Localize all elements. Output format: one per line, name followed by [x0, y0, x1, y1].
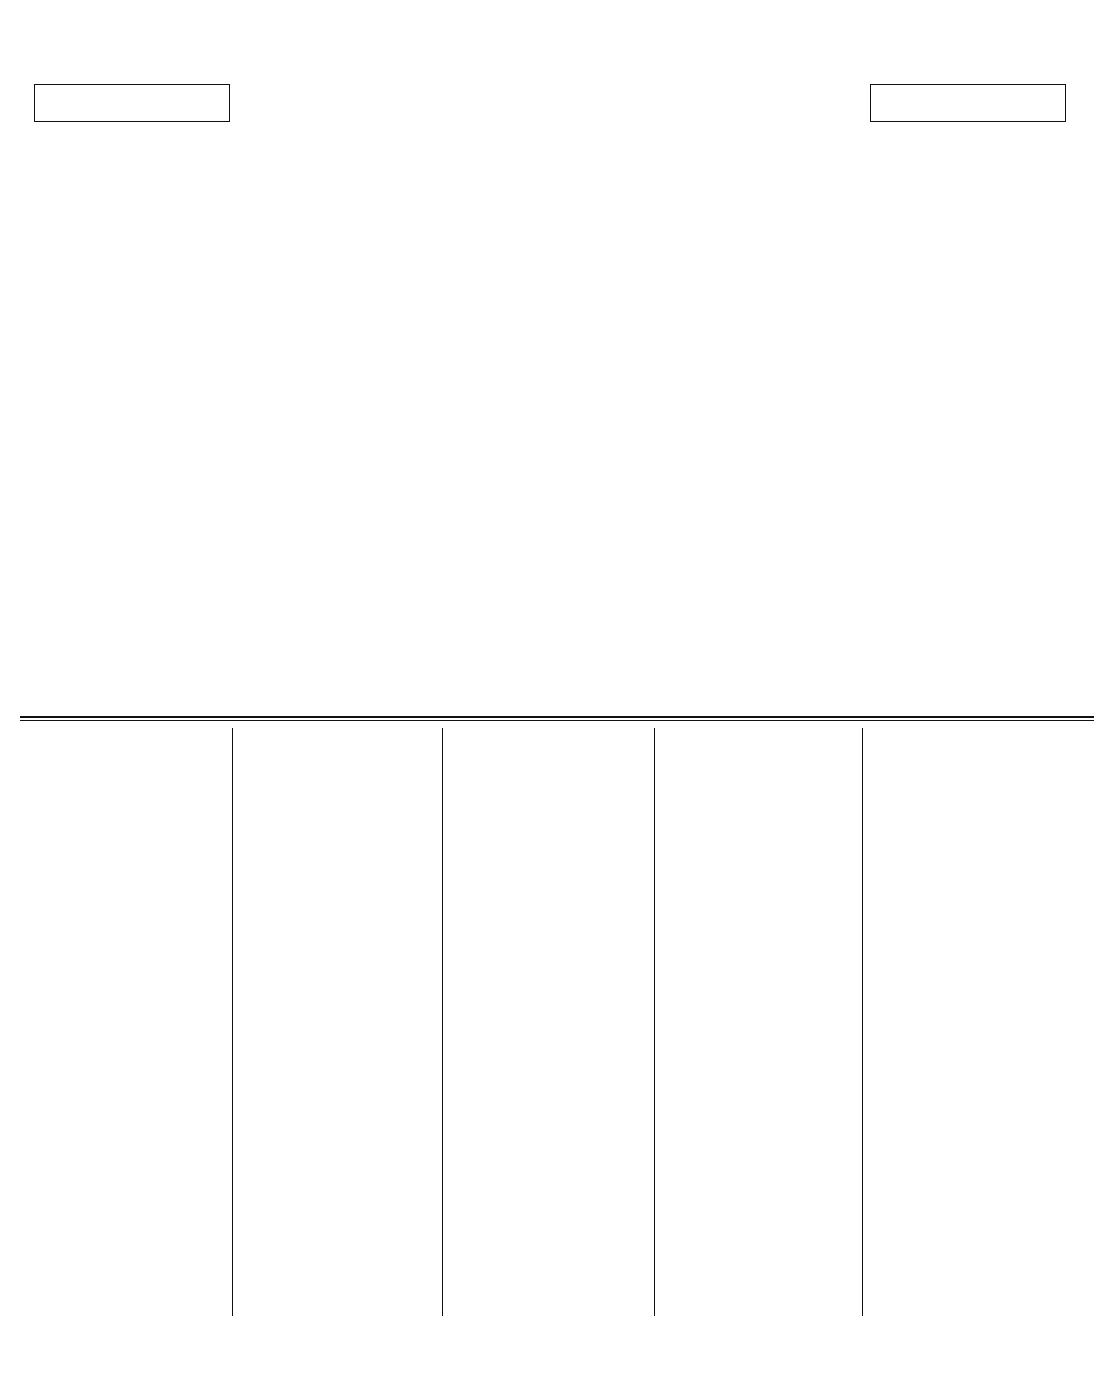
- bottom-column-2: [234, 730, 440, 1320]
- weather-report-note: [870, 84, 1066, 122]
- column-rule: [862, 728, 863, 1316]
- bottom-column-3: [446, 730, 652, 1320]
- bottom-column-5: [866, 730, 1076, 1320]
- london-news-note: [34, 84, 230, 122]
- column-rule: [442, 728, 443, 1316]
- section-divider: [20, 720, 1094, 721]
- bottom-column-1: [20, 730, 230, 1320]
- section-divider: [20, 716, 1094, 718]
- bottom-column-4: [656, 730, 860, 1320]
- column-rule: [232, 728, 233, 1316]
- column-rule: [654, 728, 655, 1316]
